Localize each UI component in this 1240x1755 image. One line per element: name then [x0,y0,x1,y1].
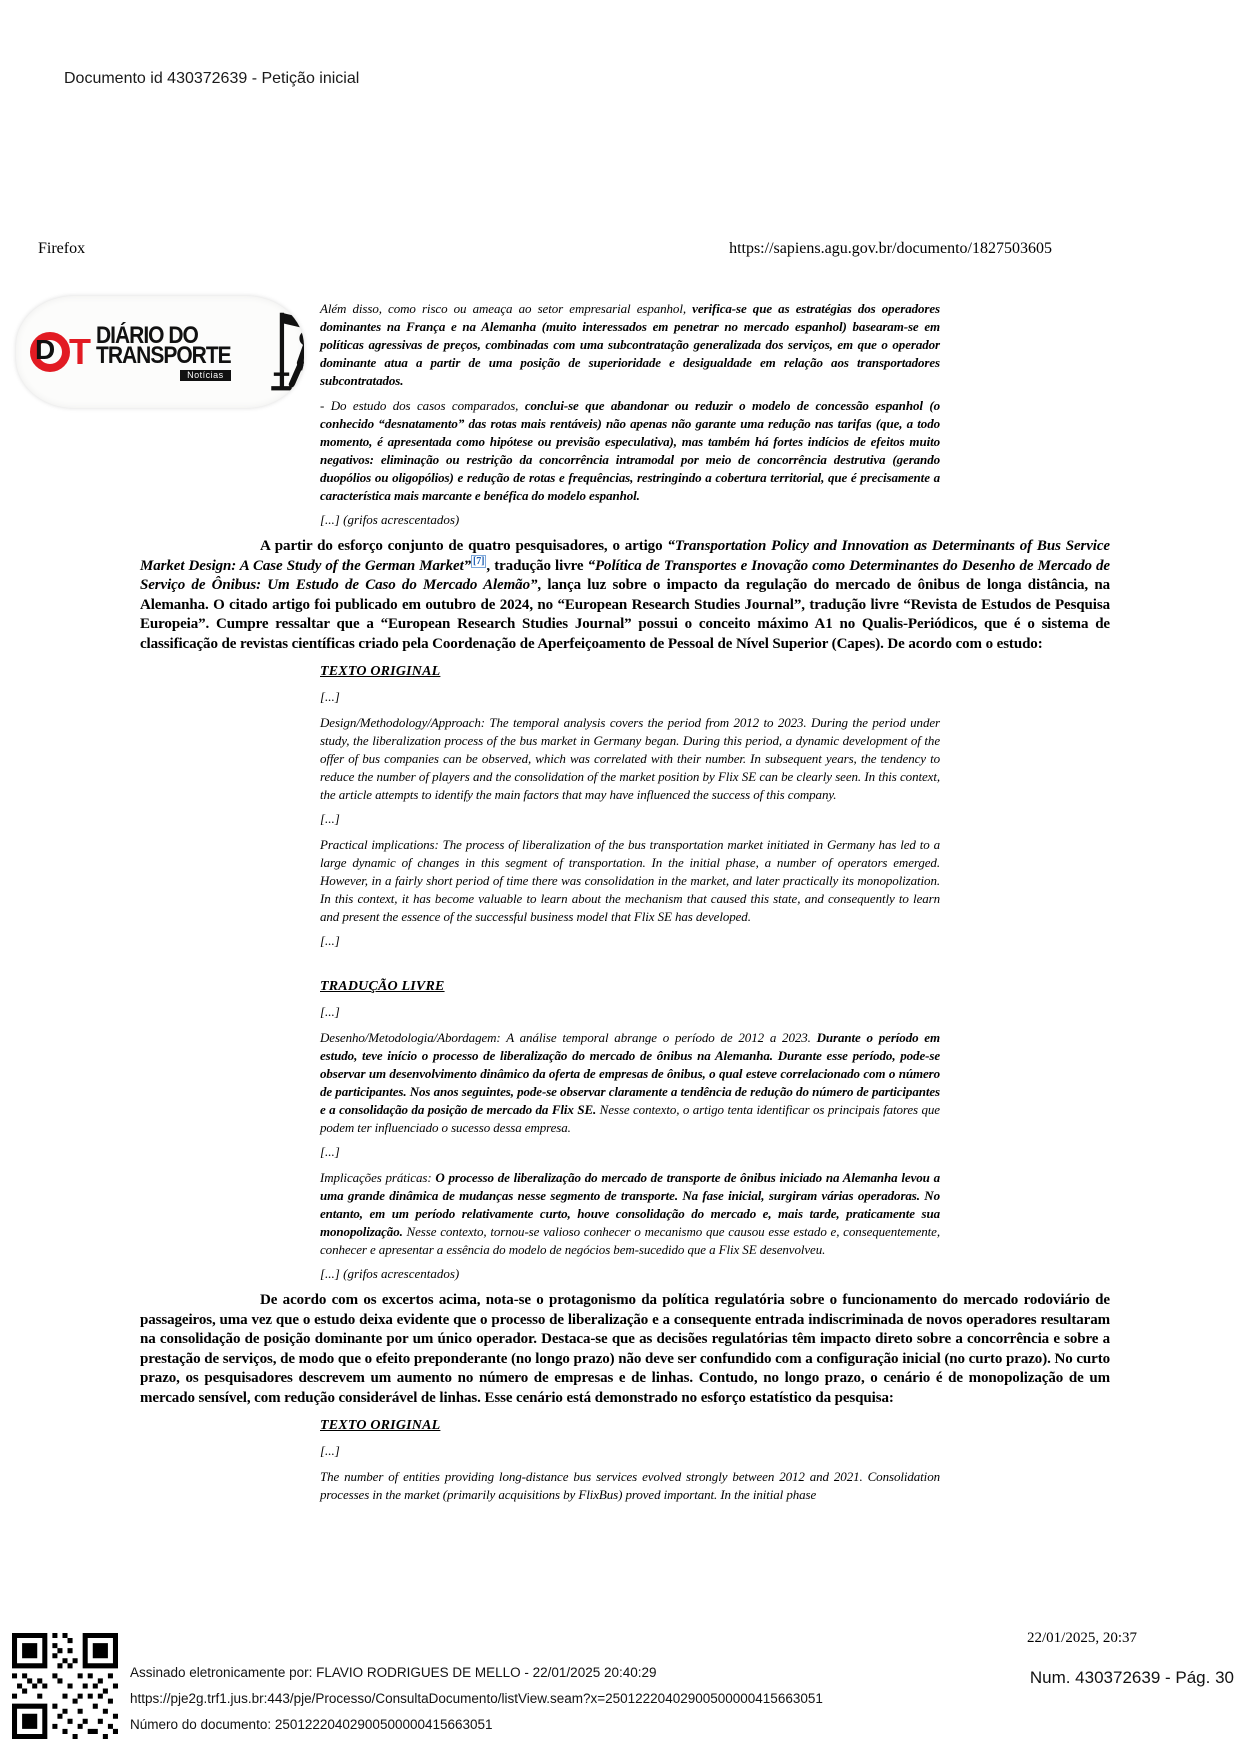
texto-original-heading: TEXTO ORIGINAL [320,664,441,679]
document-body [140,300,1110,1511]
qr-code-icon [12,1633,118,1739]
texto-original-block-1 [320,664,940,949]
ellipsis-token: [...] [320,1443,340,1458]
texto-original-heading: TEXTO ORIGINAL [320,1418,441,1433]
texto-original-block-2 [320,1418,940,1504]
desenho-metodologia-paragraph: Desenho/Metodologia/Abordagem: A análise temporal abrange o período de 2012 a 2023. Durante o período em estudo, teve início o processo de liberalização do mercado de ônibus na Alemanha. Durante esse período, pode-se observar um desenvolvimento dinâmico da oferta de empresas de ônibus, o qual esteve correlacionado com o número de participantes. Nos anos seguintes, pode-se observar claramente a tendência de redução do número de participantes e a consolidação da posição de mercado da Flix SE. Nesse contexto, o artigo tenta identificar os principais fatores que podem ter influenciado o sucesso dessa empresa. [320,1030,940,1135]
logo-line-1: DIÁRIO DO [96,322,198,350]
grifos-note: [...] (grifos acrescentados) [320,512,460,527]
dt-letter-t: T [69,331,91,372]
excerpt-paragraph: Além disso, como risco ou ameaça ao setor empresarial espanhol, verifica-se que as estratégias dos operadores dominantes na França e na Alemanha (muito interessados em penetrar no mercado espanhol) basearam-se em políticas agressivas de preços, combinadas com uma subcontratação generalizada dos serviços, em que o operador dominante atua a partir de uma posição de superioridade e desigualdade em relação aos transportadores subcontratados. [320,301,940,388]
practical-implications-paragraph: Practical implications: The process of liberalization of the bus transportation market initiated in Germany has led to a large dynamic of changes in this segment of transportation. In the initial phase, a number of operators emerged. However, in a fairly short period of time there was consolidation in the market, and later practically its monopolization. In this context, it has become valuable to learn about the mechanism that caused this state, and consequently to learn and present the essence of the successful business model that Flix SE has developed. [320,837,940,924]
footnote-7-link[interactable]: [7] [473,555,485,567]
ellipsis-token: [...] [320,1004,340,1019]
ellipsis-token: [...] [320,933,340,948]
print-header-line [38,240,1052,258]
dt-monogram [30,332,91,372]
logo-line-2: TRANSPORTE [96,342,231,370]
excerpt-paragraph: - Do estudo dos casos comparados, conclui-se que abandonar ou reduzir o modelo de concessão espanhol (o conhecido “desnatamento” das rotas mais rentáveis) não apenas não garante uma redução nas tarifas (que, a todo momento, é apresentada como hipótese ou previsão especulativa), mas também há fortes indícios de efeitos muito negativos: eliminação ou restrição da concorrência intramodal por meio de concorrência destrutiva (gerando duopólios ou oligopólios) e redução de rotas e frequências, restringindo a cobertura territorial, que é precisamente a característica mais marcante e benéfica do modelo espanhol. [320,398,940,503]
signature-line: Assinado eletronicamente por: FLAVIO RODRIGUES DE MELLO - 22/01/2025 20:40:29 [130,1665,657,1680]
browser-name: Firefox [38,240,86,257]
document-id-header: Documento id 430372639 - Petição inicial [64,70,360,87]
design-methodology-paragraph: Design/Methodology/Approach: The temporal analysis covers the period from 2012 to 2023. During the period under study, the liberalization process of the bus market in Germany began. During this period, a dynamic development of the offer of bus companies can be observed, which was correlated with their number. In subsequent years, the tendency to reduce the number of players and the consolidation of the market position by Flix SE can be clearly seen. In this context, the article attempts to identify the main factors that may have influenced the success of this company. [320,715,940,802]
statistics-excerpt-paragraph: The number of entities providing long-distance bus services evolved strongly between 2012 and 2021. Consolidation processes in the market (primarily acquisitions by FlixBus) proved important. In the initial phase [320,1469,940,1502]
implicacoes-praticas-paragraph: Implicações práticas: O processo de liberalização do mercado de transporte de ônibus iniciado na Alemanha levou a uma grande dinâmica de mudanças nesse segmento de transporte. Na fase inicial, surgiram várias operadoras. No entanto, em um período relativamente curto, houve consolidação do mercado e, mais tarde, praticamente sua monopolização. Nesse contexto, tornou-se valioso conhecer o mecanismo que causou esse estado e, consequentemente, conhecer e apresentar a essência do modelo de negócios bem-sucedido que a Flix SE desenvolveu. [320,1170,940,1257]
traducao-livre-heading: TRADUÇÃO LIVRE [320,979,445,994]
dt-ring-icon [30,332,70,372]
document-number: Número do documento: 25012220402900500000415663051 [130,1717,493,1732]
ellipsis-token: [...] [320,689,340,704]
print-timestamp: 22/01/2025, 20:37 [1026,1630,1137,1646]
logo-tagline-badge: Notícias [180,370,231,381]
traducao-livre-block [320,979,940,1282]
signature-block [130,1660,823,1738]
dt-letter-d: D [35,334,56,365]
source-url: https://sapiens.agu.gov.br/documento/1827503605 [729,240,1052,257]
grifos-note: [...] (grifos acrescentados) [320,1266,460,1281]
ellipsis-token: [...] [320,1144,340,1159]
ellipsis-token: [...] [320,811,340,826]
conclusion-paragraph: De acordo com os excertos acima, nota-se o protagonismo da política regulatória sobre o funcionamento do mercado rodoviário de passageiros, uma vez que o estudo deixa evidente que o processo de liberalização e a consequente entrada indiscriminada de novos operadores resultaram na consolidação de posição dominante por um único operador. Destaca-se que as decisões regulatórias têm impacto direto sobre a concorrência e sobre a prestação de serviços, de modo que o efeito preponderante (no longo prazo) não deve ser confundido com a configuração inicial (no curto prazo). No curto prazo, os pesquisadores descrevem um aumento no número de empresas e de linhas. Contudo, no longo prazo, o cenário é de monopolização de um mercado sensível, com redução considerável de linhas. Esse cenário está demonstrado no esforço estatístico da pesquisa: [140,1292,1110,1406]
excerpt-spain-block [320,300,940,528]
article-intro-paragraph: A partir do esforço conjunto de quatro pesquisadores, o artigo “Transportation Policy and Innovation as Determinants of Bus Service Market Design: A Case Study of the German Market” [7] , tradução livre “Política de Transportes e Inovação como Determinantes do Desenho de Mercado de Serviço de Ônibus: Um Estudo de Caso do Mercado Alemão”, lança luz sobre o impacto da regulação do mercado de ônibus de longa distância, na Alemanha. O citado artigo foi publicado em outubro de 2024, no “European Research Studies Journal”, tradução livre “Revista de Estudos de Pesquisa Europeia”. Cumpre ressaltar que a “European Research Studies Journal” possui o conceito máximo A1 no Qualis-Periódicos, que é o sistema de classificação de revistas científicas criado pela Coordenação de Aperfeiçoamento de Pessoal de Nível Superior (Capes). De acordo com o estudo: [140,538,1110,652]
verification-url: https://pje2g.trf1.jus.br:443/pje/Processo/ConsultaDocumento/listView.seam?x=25012220402900500000415663051 [130,1691,823,1706]
page-number-reference: Num. 430372639 - Pág. 30 [1029,1668,1234,1687]
